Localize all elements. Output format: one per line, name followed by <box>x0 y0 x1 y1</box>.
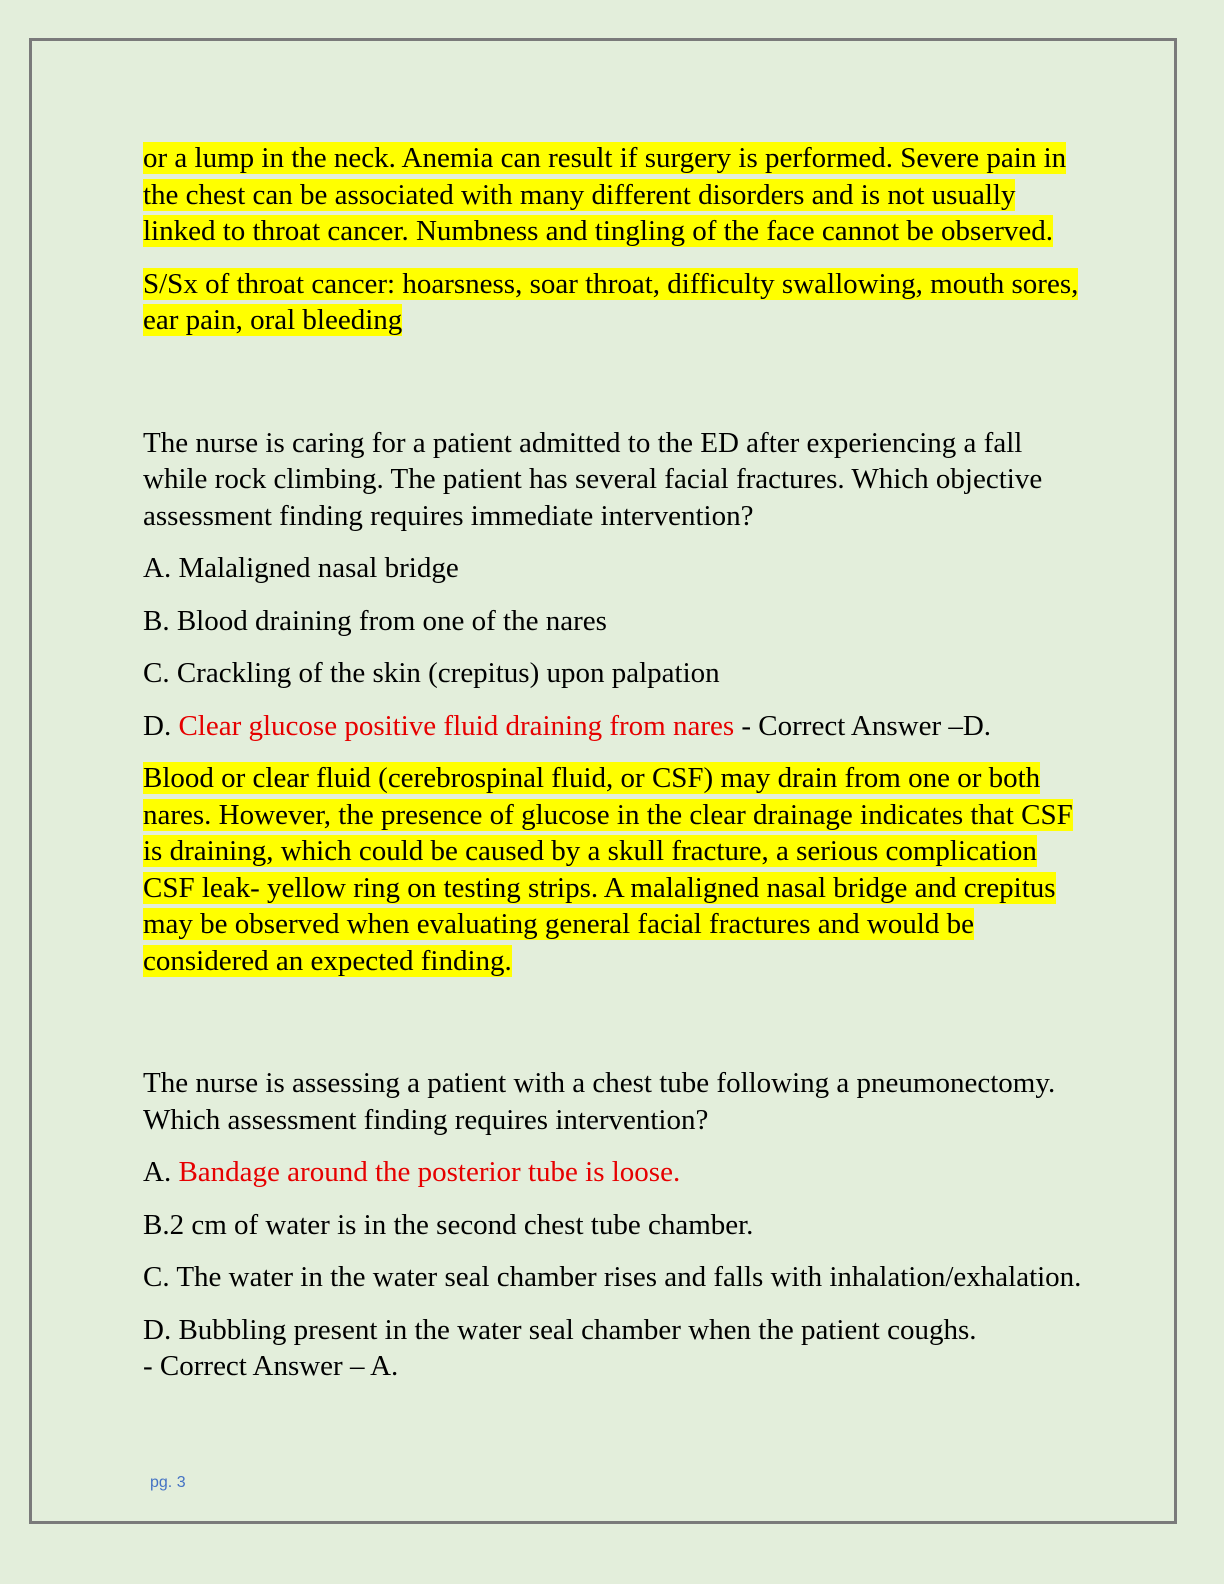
option-prefix: A. <box>143 1156 179 1188</box>
question2-option-d <box>143 1312 1083 1385</box>
question2-option-b: B.2 cm of water is in the second chest tube chamber. <box>143 1208 754 1241</box>
question1-rationale <box>143 760 1083 979</box>
question1-option-b: B. Blood draining from one of the nares <box>143 604 607 637</box>
correct-option-text: Bandage around the posterior tube is loose. <box>178 1156 681 1188</box>
question1-option-a: A. Malaligned nasal bridge <box>143 552 459 584</box>
document-body <box>143 140 1083 1401</box>
question1-option-c: C. Crackling of the skin (crepitus) upon palpation <box>143 657 720 689</box>
correct-option-text: Clear glucose positive fluid draining from nares <box>178 709 735 742</box>
throat-cancer-symptoms <box>143 266 1083 339</box>
question1-option-d <box>143 708 1083 745</box>
highlighted-text: S/Sx of throat cancer: hoarsness, soar throat, difficulty swallowing, mouth sores, ear pain, oral bleeding <box>143 267 1079 336</box>
spacer <box>143 355 1083 425</box>
correct-answer-label: - Correct Answer –D. <box>734 709 992 742</box>
spacer <box>143 995 1083 1065</box>
page-number: pg. 3 <box>150 1474 186 1491</box>
option-prefix: D. <box>143 709 179 742</box>
highlighted-text: or a lump in the neck. Anemia can result if surgery is performed. Severe pain in the chest can be associated with many different disorders and is not usually linked to throat cancer. Numbness and tingling of the face cannot be observed. <box>143 142 1067 247</box>
question1-stem: The nurse is caring for a patient admitted to the ED after experiencing a fall while rock climbing. The patient has several facial fractures. Which objective assessment finding requires immediate intervention? <box>143 426 1043 532</box>
question2-option-c: C. The water in the water seal chamber rises and falls with inhalation/exhalation. <box>143 1261 1082 1293</box>
question2-option-a <box>143 1154 1083 1191</box>
correct-answer-label: - Correct Answer – A. <box>143 1350 399 1382</box>
question2-stem: The nurse is assessing a patient with a chest tube following a pneumonectomy. Which assessment finding requires intervention? <box>143 1067 1056 1136</box>
highlighted-text: Blood or clear fluid (cerebrospinal fluid, or CSF) may drain from one or both nares. However, the presence of glucose in the clear drainage indicates that CSF is draining, which could be caused by a skull fracture, a serious complication CSF leak- yellow ring on testing strips. A malaligned nasal bridge and crepitus may be observed when evaluating general facial fractures and would be considered an expected finding. <box>143 762 1073 977</box>
rationale-prev-paragraph <box>143 140 1083 250</box>
option-d-text: D. Bubbling present in the water seal chamber when the patient coughs. <box>143 1313 977 1346</box>
